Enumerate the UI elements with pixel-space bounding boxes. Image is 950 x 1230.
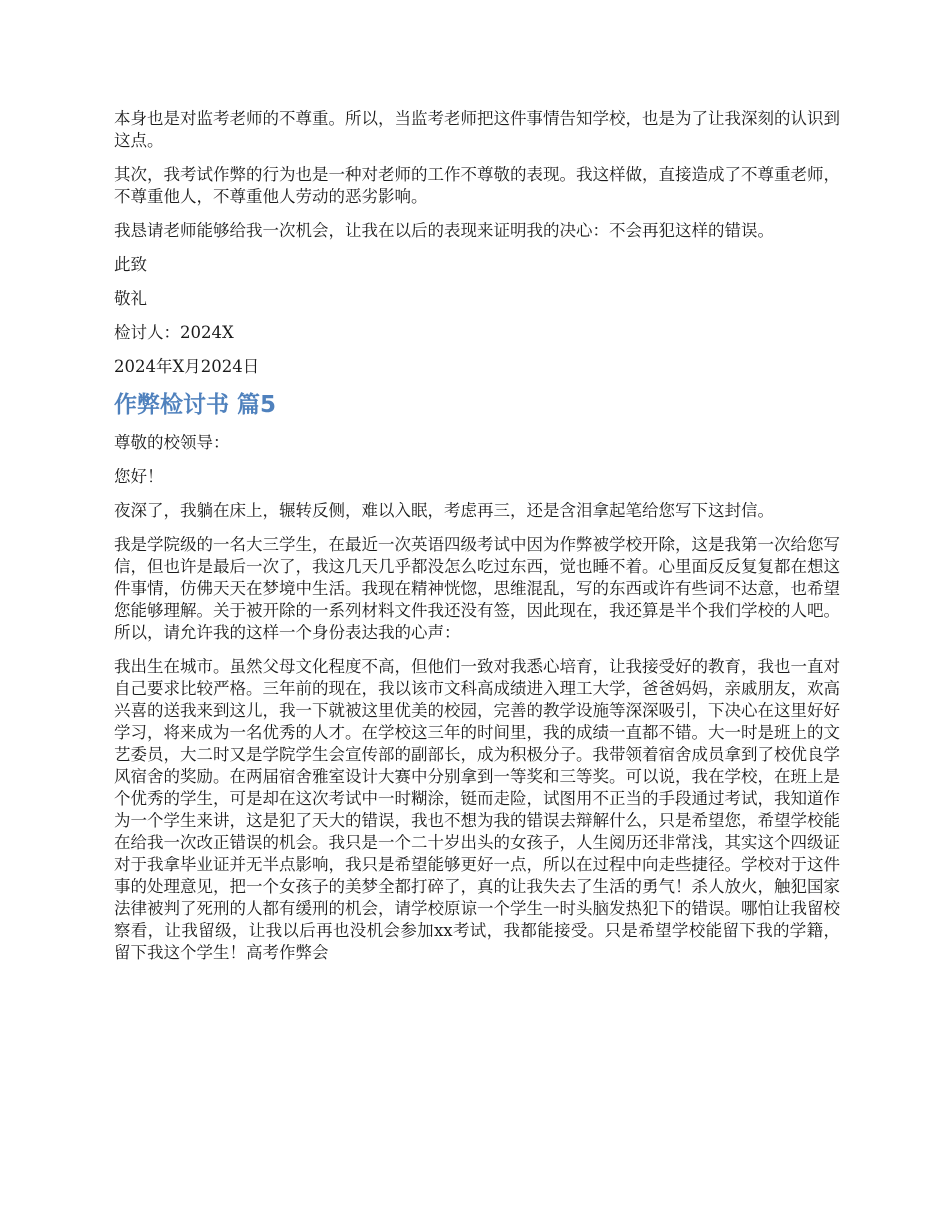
letter-hello: 您好！ [114, 467, 164, 486]
letter-signature: 检讨人：2024X [114, 323, 234, 342]
section-heading: 作弊检讨书 篇5 [114, 392, 277, 418]
body-paragraph: 其次，我考试作弊的行为也是一种对老师的工作不尊敬的表现。我这样做，直接造成了不尊重老师，不尊重他人，不尊重他人劳动的恶劣影响。 [114, 165, 840, 206]
letter-salutation: 敬礼 [114, 289, 147, 308]
body-paragraph: 我出生在城市。虽然父母文化程度不高，但他们一致对我悉心培育，让我接受好的教育，我也一直对自己要求比较严格。三年前的现在，我以该市文科高成绩进入理工大学，爸爸妈妈，亲戚朋友，欢高兴喜的送我来到这儿，我一下就被这里优美的校园，完善的教学设施等深深吸引，下决心在这里好好学习，将来成为一名优秀的人才。在学校这三年的时间里，我的成绩一直都不错。大一时是班上的文艺委员，大二时又是学院学生会宣传部的副部长，成为积极分子。我带领着宿舍成员拿到了校优良学风宿舍的奖励。在两届宿舍雅室设计大赛中分别拿到一等奖和三等奖。可以说，我在学校，在班上是个优秀的学生，可是却在这次考试中一时糊涂，铤而走险，试图用不正当的手段通过考试，我知道作为一个学生来讲，这是犯了天大的错误，我也不想为我的错误去辩解什么，只是希望您，希望学校能在给我一次改正错误的机会。我只是一个二十岁出头的女孩子，人生阅历还非常浅，其实这个四级证对于我拿毕业证并无半点影响，我只是希望能够更好一点，所以在过程中向走些捷径。学校对于这件事的处理意见，把一个女孩子的美梦全都打碎了，真的让我失去了生活的勇气！杀人放火，触犯国家法律被判了死刑的人都有缓刑的机会，请学校原谅一个学生一时头脑发热犯下的错误。哪怕让我留校察看，让我留级，让我以后再也没机会参加xx考试，我都能接受。只是希望学校能留下我的学籍，留下我这个学生！高考作弊会 [114, 657, 840, 962]
letter-closing: 此致 [114, 255, 147, 274]
body-paragraph: 我是学院级的一名大三学生，在最近一次英语四级考试中因为作弊被学校开除，这是我第一次给您写信，但也许是最后一次了，我这几天几乎都没怎么吃过东西，觉也睡不着。心里面反反复复都在想这件事情，仿佛天天在梦境中生活。我现在精神恍惚，思维混乱，写的东西或许有些词不达意，也希望您能够理解。关于被开除的一系列材料文件我还没有签，因此现在，我还算是半个我们学校的人吧。所以，请允许我的这样一个身份表达我的心声： [114, 535, 840, 642]
letter-date: 2024年X月2024日 [114, 357, 260, 376]
body-paragraph: 我恳请老师能够给我一次机会，让我在以后的表现来证明我的决心：不会再犯这样的错误。 [114, 221, 774, 240]
letter-greeting: 尊敬的校领导： [114, 433, 230, 452]
body-paragraph: 本身也是对监考老师的不尊重。所以，当监考老师把这件事情告知学校，也是为了让我深刻的认识到这点。 [114, 109, 840, 150]
body-paragraph: 夜深了，我躺在床上，辗转反侧，难以入眠，考虑再三，还是含泪拿起笔给您写下这封信。 [114, 501, 774, 520]
document-page [114, 108, 840, 976]
